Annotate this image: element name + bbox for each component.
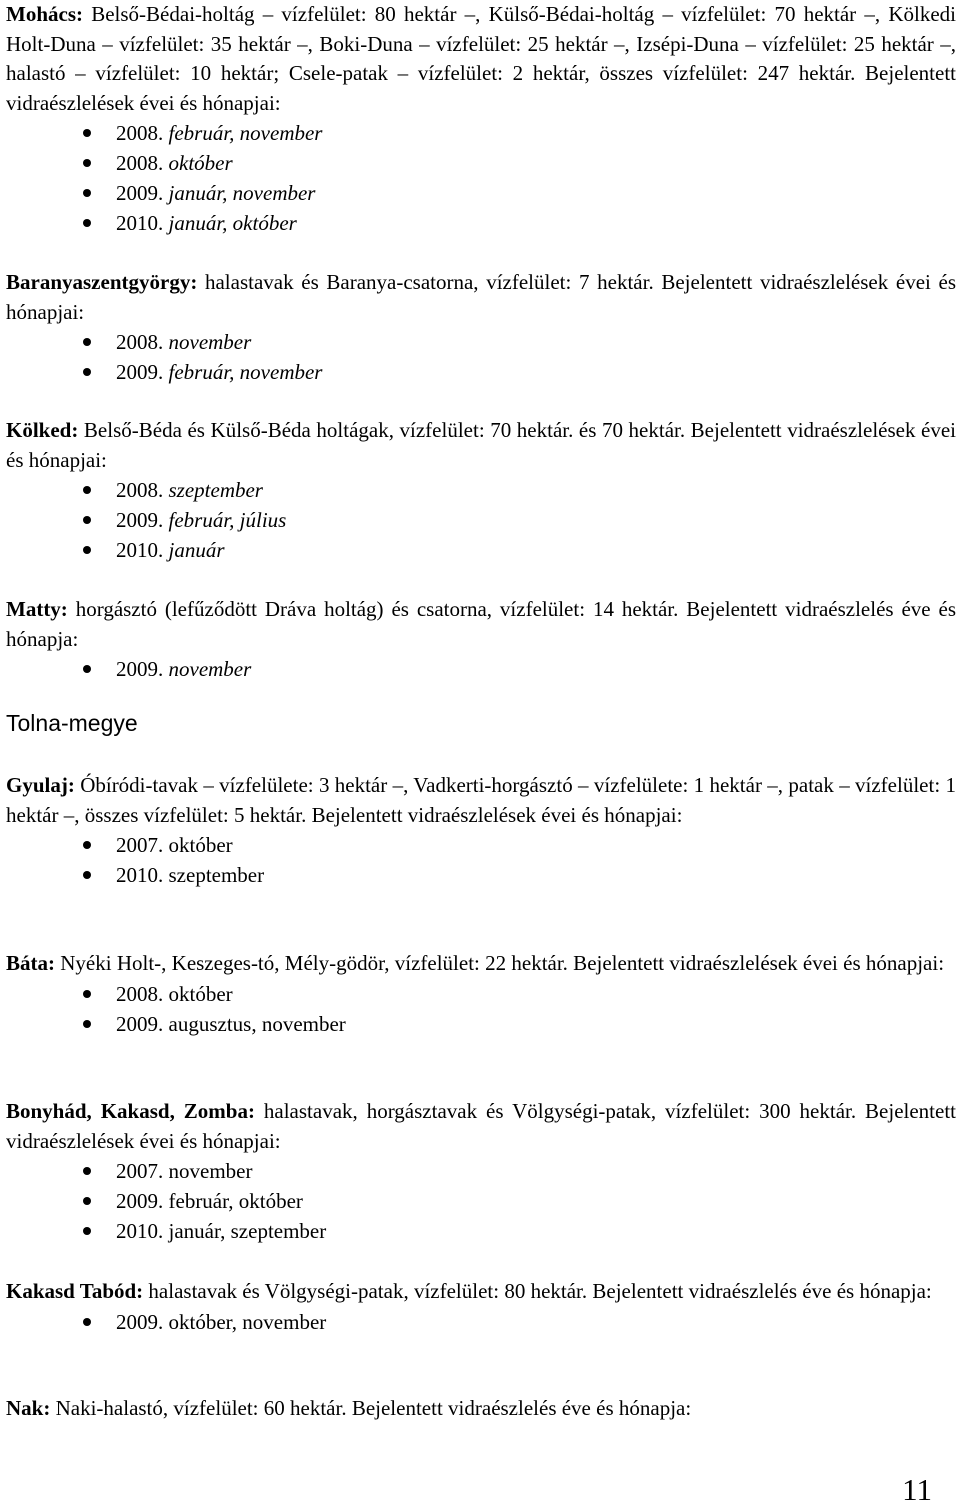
list-item xyxy=(6,830,956,860)
entry-bata xyxy=(6,949,956,1039)
entry-text: halastavak és Völgységi-patak, vízfelület: 80 hektár. Bejelentett vidraészlelés éve és hónapja: xyxy=(148,1279,932,1303)
sighting-dates-list xyxy=(6,118,956,238)
list-item xyxy=(6,475,956,505)
bullet-icon xyxy=(83,368,91,376)
list-item xyxy=(6,1156,956,1186)
date-months: szeptember xyxy=(168,478,263,502)
sighting-dates-list xyxy=(6,830,956,890)
date-year: 2009. xyxy=(116,508,164,532)
list-item xyxy=(6,1009,956,1039)
sighting-dates-list xyxy=(6,1156,956,1246)
list-item xyxy=(6,505,956,535)
list-item xyxy=(6,979,956,1009)
date-year: 2010. xyxy=(116,538,164,562)
bullet-icon xyxy=(83,1227,91,1235)
list-item xyxy=(6,860,956,890)
bullet-icon xyxy=(83,1318,91,1326)
bullet-icon xyxy=(83,1197,91,1205)
date-months: augusztus, november xyxy=(168,1011,346,1036)
sighting-dates-list xyxy=(6,654,956,684)
entry-paragraph xyxy=(6,949,956,979)
entry-text: Naki-halastó, vízfelület: 60 hektár. Bejelentett vidraészlelés éve és hónapja: xyxy=(55,1396,692,1420)
page-number: 11 xyxy=(902,1472,932,1507)
date-year: 2010. xyxy=(116,1219,164,1243)
list-item xyxy=(6,178,956,208)
entry-matty xyxy=(6,595,956,684)
bullet-icon xyxy=(83,871,91,879)
place-name: Kölked: xyxy=(6,418,79,442)
date-months: január, szeptember xyxy=(168,1219,327,1243)
entry-kakasd-tabod xyxy=(6,1277,956,1337)
bullet-icon xyxy=(83,1167,91,1175)
date-year: 2009. xyxy=(116,1309,164,1334)
entry-paragraph xyxy=(6,595,956,654)
date-year: 2008. xyxy=(116,330,164,354)
place-name: Mohács: xyxy=(6,2,83,26)
date-months: november xyxy=(168,1159,253,1183)
place-name: Matty: xyxy=(6,597,68,621)
list-item xyxy=(6,1307,956,1337)
date-months: október, november xyxy=(168,1309,327,1334)
entry-paragraph xyxy=(6,268,956,327)
date-year: 2010. xyxy=(116,863,164,887)
date-months: január, október xyxy=(168,211,297,235)
date-months: február, november xyxy=(168,360,323,384)
bullet-icon xyxy=(83,516,91,524)
date-year: 2008. xyxy=(116,478,164,502)
bullet-icon xyxy=(83,159,91,167)
list-item xyxy=(6,1216,956,1246)
place-name: Baranyaszentgyörgy: xyxy=(6,270,198,294)
date-months: február, július xyxy=(168,508,287,532)
place-name: Kakasd Tabód: xyxy=(6,1279,144,1303)
sighting-dates-list xyxy=(6,979,956,1039)
date-year: 2007. xyxy=(116,833,164,857)
date-months: november xyxy=(168,330,252,354)
entry-paragraph xyxy=(6,771,956,830)
bullet-icon xyxy=(83,841,91,849)
bullet-icon xyxy=(83,665,91,673)
date-months: október xyxy=(168,981,233,1006)
entry-text: Belső-Béda és Külső-Béda holtágak, vízfelület: 70 hektár. és 70 hektár. Bejelentett vidraészlelések évei és hónapjai: xyxy=(6,418,957,472)
date-months: október xyxy=(168,151,233,175)
date-months: február, október xyxy=(168,1189,303,1213)
entry-text: Nyéki Holt-, Keszeges-tó, Mély-gödör, vízfelület: 22 hektár. Bejelentett vidraészlelések évei és hónapjai: xyxy=(60,951,945,975)
bullet-icon xyxy=(83,1020,91,1028)
place-name: Bonyhád, Kakasd, Zomba: xyxy=(6,1099,255,1123)
bullet-icon xyxy=(83,189,91,197)
entry-kolked xyxy=(6,416,956,565)
entry-gyulaj xyxy=(6,771,956,890)
list-item xyxy=(6,1186,956,1216)
date-year: 2009. xyxy=(116,181,164,205)
entry-text: Belső-Bédai-holtág – vízfelület: 80 hektár –, Külső-Bédai-holtág – vízfelület: 70 hektár –, Kölkedi Holt-Duna – vízfelület: 35 hektár –, Boki-Duna – vízfelület: 25 hektár –, Izsépi-Duna – vízfelület: 25 hektár –, halastó – vízfelület: 10 hektár; Csele-patak – vízfelület: 2 hektár, összes vízfelület: 247 hektár. Bejelentett vidraészlelések évei és hónapjai: xyxy=(6,2,957,115)
place-name: Gyulaj: xyxy=(6,773,75,797)
section-heading: Tolna-megye xyxy=(6,710,138,736)
entry-text: Óbíródi-tavak – vízfelülete: 3 hektár –, Vadkerti-horgásztó – vízfelülete: 1 hektár –, patak – vízfelület: 1 hektár –, összes vízfelület: 5 hektár. Bejelentett vidraészlelések évei és hónapjai: xyxy=(6,773,956,827)
entry-paragraph xyxy=(6,0,956,118)
entry-nak xyxy=(6,1394,956,1424)
sighting-dates-list xyxy=(6,327,956,387)
entry-text: halastavak, horgásztavak és Völgységi-patak, vízfelület: 300 hektár. Bejelentett vidraészlelések évei és hónapjai: xyxy=(6,1099,956,1153)
bullet-icon xyxy=(83,129,91,137)
sighting-dates-list xyxy=(6,475,956,565)
date-months: január, november xyxy=(168,181,316,205)
entry-text: horgásztó (lefűződött Dráva holtág) és csatorna, vízfelület: 14 hektár. Bejelentett vidraészlelés éve és hónapja: xyxy=(6,597,956,651)
list-item xyxy=(6,357,956,387)
entry-mohacs xyxy=(6,0,956,238)
date-year: 2009. xyxy=(116,657,164,681)
place-name: Nak: xyxy=(6,1396,51,1420)
entry-text: halastavak és Baranya-csatorna, vízfelület: 7 hektár. Bejelentett vidraészlelések évei és hónapjai: xyxy=(6,270,957,324)
date-year: 2009. xyxy=(116,1011,164,1036)
list-item xyxy=(6,654,956,684)
date-year: 2008. xyxy=(116,151,164,175)
bullet-icon xyxy=(83,546,91,554)
list-item xyxy=(6,208,956,238)
date-months: szeptember xyxy=(168,863,265,887)
list-item xyxy=(6,327,956,357)
bullet-icon xyxy=(83,486,91,494)
entry-paragraph xyxy=(6,1097,956,1156)
date-months: október xyxy=(168,833,233,857)
date-year: 2008. xyxy=(116,981,164,1006)
sighting-dates-list xyxy=(6,1307,956,1337)
date-months: január xyxy=(168,538,225,562)
bullet-icon xyxy=(83,990,91,998)
list-item xyxy=(6,148,956,178)
bullet-icon xyxy=(83,219,91,227)
date-year: 2009. xyxy=(116,1189,164,1213)
date-year: 2009. xyxy=(116,360,164,384)
entry-bonyhad-kakasd-zomba xyxy=(6,1097,956,1246)
place-name: Báta: xyxy=(6,951,55,975)
date-months: november xyxy=(168,657,252,681)
date-months: február, november xyxy=(168,121,323,145)
date-year: 2007. xyxy=(116,1159,164,1183)
date-year: 2010. xyxy=(116,211,164,235)
list-item xyxy=(6,118,956,148)
entry-baranyaszentgyorgy xyxy=(6,268,956,387)
list-item xyxy=(6,535,956,565)
entry-paragraph xyxy=(6,1394,956,1424)
entry-paragraph xyxy=(6,1277,956,1307)
entry-paragraph xyxy=(6,416,956,475)
date-year: 2008. xyxy=(116,121,164,145)
bullet-icon xyxy=(83,338,91,346)
